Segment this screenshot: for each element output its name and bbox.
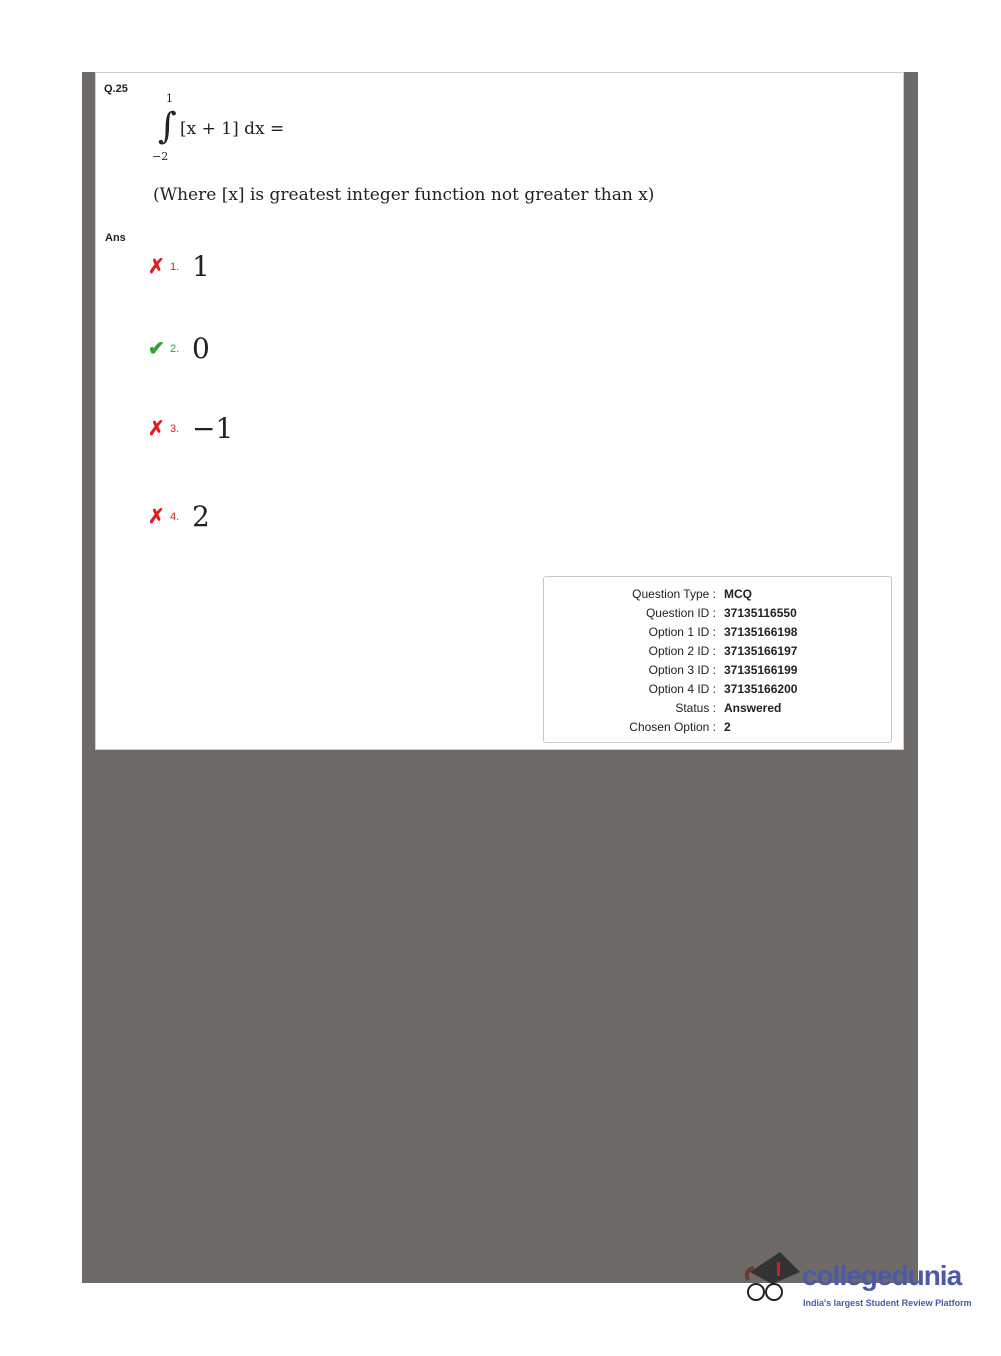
integrand: [x + 1] dx = <box>180 119 285 139</box>
option-value: 2 <box>192 500 210 533</box>
info-row <box>544 604 891 623</box>
info-value: 37135166200 <box>724 682 798 696</box>
info-value: MCQ <box>724 587 752 601</box>
brand-tagline: India's largest Student Review Platform <box>803 1298 972 1308</box>
info-row <box>544 585 891 604</box>
info-label: Option 1 ID : <box>648 625 716 639</box>
info-label: Option 3 ID : <box>648 663 716 677</box>
info-row <box>544 661 891 680</box>
option-1 <box>148 249 210 285</box>
option-value: 1 <box>192 250 210 283</box>
info-row <box>544 680 891 699</box>
option-number: 1. <box>170 261 180 273</box>
collegedunia-logo <box>742 1250 992 1320</box>
option-2 <box>148 331 210 367</box>
option-4 <box>148 499 210 535</box>
question-note: (Where [x] is greatest integer function not greater than x) <box>153 185 655 205</box>
info-value: Answered <box>724 701 782 715</box>
question-panel <box>95 72 904 750</box>
info-row <box>544 699 891 718</box>
option-value: 0 <box>192 332 210 365</box>
lower-limit: −2 <box>152 150 169 163</box>
cross-icon: ✗ <box>148 256 165 278</box>
info-label: Chosen Option : <box>629 720 716 734</box>
info-label: Status : <box>675 701 716 715</box>
option-number: 4. <box>170 511 180 523</box>
info-label: Option 2 ID : <box>648 644 716 658</box>
info-value: 37135166198 <box>724 625 798 639</box>
info-row <box>544 623 891 642</box>
brand-name: collegedunia <box>802 1260 962 1291</box>
info-row <box>544 718 891 737</box>
info-value: 37135166199 <box>724 663 798 677</box>
info-row <box>544 642 891 661</box>
info-value: 37135116550 <box>724 606 797 620</box>
cross-icon: ✗ <box>148 506 165 528</box>
option-value: −1 <box>192 412 234 445</box>
info-label: Option 4 ID : <box>648 682 716 696</box>
question-info-box <box>543 576 892 743</box>
answer-label: Ans <box>105 232 126 244</box>
mascot-icon <box>742 1250 802 1320</box>
info-label: Question ID : <box>645 606 716 620</box>
cross-icon: ✗ <box>148 418 165 440</box>
option-number: 3. <box>170 423 180 435</box>
info-label: Question Type : <box>632 587 716 601</box>
option-3 <box>148 411 233 447</box>
info-value: 2 <box>724 720 731 734</box>
option-number: 2. <box>170 343 180 355</box>
info-value: 37135166197 <box>724 644 798 658</box>
upper-limit: 1 <box>166 92 173 105</box>
check-icon: ✔ <box>148 338 165 360</box>
question-number: Q.25 <box>104 83 128 95</box>
integral-sign: ∫ <box>158 106 177 147</box>
